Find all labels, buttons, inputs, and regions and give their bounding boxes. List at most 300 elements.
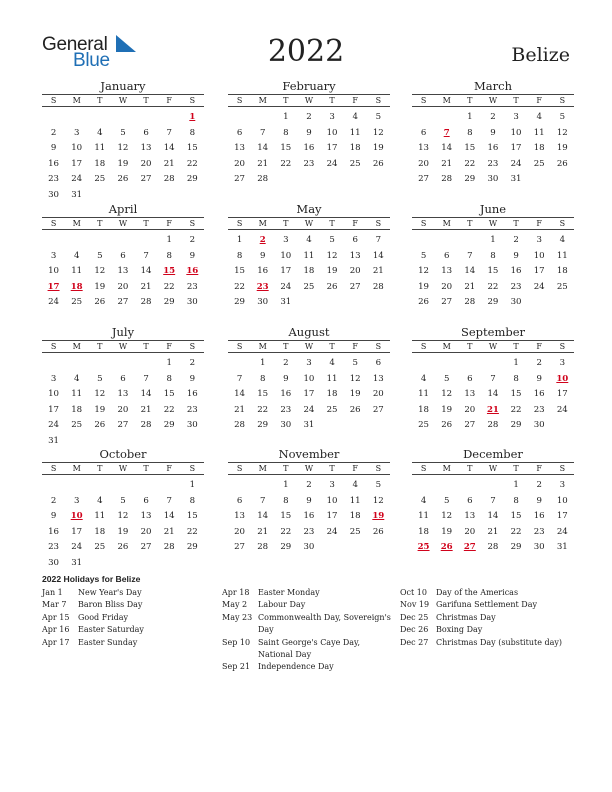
day-cell: 28 xyxy=(257,174,269,184)
day-cell: 27 xyxy=(464,420,476,430)
day-cell: 9 xyxy=(259,250,266,261)
holiday-entry xyxy=(42,587,212,599)
weekday-label: T xyxy=(329,96,335,105)
day-cell: 12 xyxy=(418,266,430,276)
day-cell: 23 xyxy=(48,542,60,552)
day-cell xyxy=(135,478,158,494)
day-cell: 18 xyxy=(303,266,315,276)
day-cell: 2 xyxy=(490,112,496,122)
weekday-label: S xyxy=(420,96,427,105)
week-row xyxy=(412,403,574,419)
day-cell: 18 xyxy=(418,404,430,415)
day-cell: 25 xyxy=(418,420,430,430)
holiday-name: Garifuna Settlement Day xyxy=(436,600,537,610)
week-row xyxy=(228,280,390,296)
day-cell: 13 xyxy=(117,266,129,276)
day-cell xyxy=(181,188,204,204)
day-cell: 10 xyxy=(71,143,83,153)
day-cell: 12 xyxy=(441,511,453,521)
holiday-day: 27 xyxy=(463,542,476,552)
holiday-column xyxy=(400,587,575,649)
day-cell: 16 xyxy=(186,389,198,399)
weekday-label: T xyxy=(143,219,149,228)
day-cell: 24 xyxy=(71,542,83,552)
month-june xyxy=(412,202,574,311)
day-cell: 24 xyxy=(280,281,292,292)
day-cell: 10 xyxy=(556,495,568,506)
day-cell: 6 xyxy=(120,250,126,261)
day-cell: 22 xyxy=(186,526,198,537)
weekday-label: T xyxy=(143,96,149,105)
day-cell: 9 xyxy=(306,495,312,506)
day-cell: 29 xyxy=(163,297,175,307)
day-cell: 21 xyxy=(163,158,175,169)
day-cell: 8 xyxy=(189,495,196,506)
day-cell: 20 xyxy=(140,526,152,537)
weekday-label: S xyxy=(50,464,57,473)
day-cell: 18 xyxy=(71,404,83,415)
day-cell: 18 xyxy=(326,389,338,399)
day-cell xyxy=(42,233,65,249)
weekday-label: T xyxy=(283,464,289,473)
week-row xyxy=(412,418,574,434)
day-cell: 24 xyxy=(48,297,60,307)
day-cell: 5 xyxy=(120,495,126,506)
week-row xyxy=(42,249,204,265)
day-cell: 28 xyxy=(163,174,175,184)
day-cell: 8 xyxy=(513,495,519,506)
day-cell: 1 xyxy=(166,235,172,245)
day-cell: 5 xyxy=(375,112,382,122)
day-cell xyxy=(458,478,481,494)
weekday-label: T xyxy=(97,464,103,473)
day-cell xyxy=(228,478,251,494)
day-cell: 3 xyxy=(73,495,80,506)
holiday-entry xyxy=(400,637,575,649)
weekday-label: F xyxy=(166,219,172,228)
day-cell: 12 xyxy=(556,127,568,138)
week-row xyxy=(228,525,390,541)
day-cell: 18 xyxy=(349,143,361,153)
day-cell: 21 xyxy=(163,526,175,537)
day-cell: 29 xyxy=(510,420,522,430)
day-cell: 4 xyxy=(306,235,312,245)
day-cell: 10 xyxy=(280,250,292,261)
week-row xyxy=(228,172,390,188)
day-cell: 20 xyxy=(234,526,246,537)
day-cell: 2 xyxy=(513,235,519,245)
weekday-label: T xyxy=(283,96,289,105)
month-name: September xyxy=(460,325,526,339)
weekday-label: S xyxy=(236,464,243,473)
day-cell: 6 xyxy=(375,358,382,368)
day-cell: 14 xyxy=(487,511,499,521)
weekday-label: S xyxy=(559,219,566,228)
day-cell: 8 xyxy=(166,250,172,261)
holiday-entry xyxy=(42,599,212,611)
month-name: January xyxy=(100,79,146,93)
week-row xyxy=(228,110,390,126)
weekday-label: S xyxy=(559,342,566,351)
day-cell: 17 xyxy=(280,266,292,276)
weekday-label: T xyxy=(143,464,149,473)
day-cell: 24 xyxy=(303,404,315,415)
day-cell: 10 xyxy=(326,127,338,138)
day-cell: 26 xyxy=(441,420,453,430)
day-cell: 6 xyxy=(467,373,473,384)
day-cell: 31 xyxy=(280,297,292,307)
day-cell: 5 xyxy=(375,480,382,490)
week-row xyxy=(412,372,574,388)
day-cell: 30 xyxy=(257,297,269,307)
weekday-label: W xyxy=(118,342,128,351)
day-cell: 30 xyxy=(303,542,315,552)
day-cell: 9 xyxy=(189,250,196,261)
day-cell: 5 xyxy=(329,235,335,245)
day-cell: 30 xyxy=(510,297,522,307)
day-cell: 26 xyxy=(326,281,338,292)
day-cell: 4 xyxy=(352,112,358,122)
weekday-label: F xyxy=(166,342,172,351)
weekday-header xyxy=(228,340,390,353)
day-cell: 3 xyxy=(329,112,335,122)
weekday-label: T xyxy=(513,96,519,105)
day-cell: 28 xyxy=(372,281,384,292)
holiday-name: Easter Monday xyxy=(258,588,320,597)
day-cell xyxy=(42,478,65,494)
day-cell: 3 xyxy=(536,235,542,245)
day-cell: 24 xyxy=(326,526,338,537)
holiday-day: 18 xyxy=(70,281,83,292)
day-cell: 30 xyxy=(533,420,545,430)
day-cell: 13 xyxy=(234,511,246,521)
day-cell: 9 xyxy=(306,127,312,138)
week-row xyxy=(42,478,204,494)
page-title-year: 2022 xyxy=(267,34,345,69)
week-row xyxy=(412,525,574,541)
weekday-header xyxy=(412,94,574,107)
weekday-label: M xyxy=(258,464,267,473)
day-cell: 10 xyxy=(510,127,522,138)
week-row xyxy=(228,372,390,388)
day-cell: 10 xyxy=(303,373,315,384)
week-row xyxy=(412,157,574,173)
holiday-date: Dec 27 xyxy=(400,637,429,647)
weekday-label: M xyxy=(72,342,81,351)
day-cell: 4 xyxy=(329,358,335,368)
day-cell: 11 xyxy=(533,127,545,138)
day-cell: 28 xyxy=(140,297,152,307)
day-cell: 18 xyxy=(556,266,568,276)
holiday-date: Dec 25 xyxy=(400,612,429,622)
day-cell: 24 xyxy=(510,158,522,169)
day-cell: 28 xyxy=(487,420,499,430)
day-cell: 31 xyxy=(303,420,315,430)
day-cell: 2 xyxy=(189,235,196,245)
week-row xyxy=(42,403,204,419)
day-cell xyxy=(135,110,158,126)
day-cell: 7 xyxy=(143,373,149,384)
day-cell: 14 xyxy=(163,511,175,521)
day-cell: 11 xyxy=(303,250,315,261)
day-cell: 23 xyxy=(533,526,545,537)
day-cell: 28 xyxy=(441,174,453,184)
day-cell: 16 xyxy=(487,143,499,153)
holiday-entry xyxy=(222,612,392,637)
holiday-day: 15 xyxy=(163,266,176,276)
day-cell: 12 xyxy=(326,250,338,261)
day-cell xyxy=(135,556,158,572)
weekday-label: M xyxy=(258,219,267,228)
day-cell: 29 xyxy=(163,420,175,430)
day-cell: 1 xyxy=(467,112,473,122)
day-cell: 27 xyxy=(372,404,384,415)
day-cell: 12 xyxy=(117,511,129,521)
weekday-label: F xyxy=(166,464,172,473)
day-cell: 7 xyxy=(166,127,172,138)
day-cell: 3 xyxy=(329,480,335,490)
weekday-label: F xyxy=(536,219,542,228)
day-cell: 17 xyxy=(71,158,83,169)
day-cell: 13 xyxy=(140,143,152,153)
week-row xyxy=(42,264,204,280)
day-cell: 19 xyxy=(556,143,568,153)
day-cell xyxy=(321,172,344,188)
day-cell: 6 xyxy=(443,250,450,261)
week-row xyxy=(42,509,204,525)
day-cell: 26 xyxy=(418,297,430,307)
day-cell: 18 xyxy=(418,526,430,537)
day-cell: 13 xyxy=(464,389,476,399)
day-cell: 7 xyxy=(236,373,243,384)
weekday-label: S xyxy=(559,464,566,473)
day-cell: 19 xyxy=(117,158,129,169)
day-cell xyxy=(344,540,367,556)
day-cell xyxy=(551,172,574,188)
week-row xyxy=(228,418,390,434)
day-cell: 13 xyxy=(418,143,430,153)
day-cell: 11 xyxy=(94,511,106,521)
weekday-label: W xyxy=(118,219,128,228)
weekday-label: T xyxy=(513,342,519,351)
day-cell: 2 xyxy=(50,127,57,138)
week-row xyxy=(42,280,204,296)
day-cell: 4 xyxy=(73,373,80,384)
weekday-header xyxy=(412,217,574,230)
day-cell xyxy=(551,295,574,311)
holiday-name: Labour Day xyxy=(258,600,306,610)
day-cell: 29 xyxy=(280,542,292,552)
logo-blue-text: Blue xyxy=(73,50,110,71)
day-cell: 1 xyxy=(166,358,172,368)
day-cell: 30 xyxy=(487,174,499,184)
week-row xyxy=(412,478,574,494)
day-cell: 29 xyxy=(510,542,522,552)
holiday-date: May 23 xyxy=(222,612,253,622)
weekday-header xyxy=(42,340,204,353)
week-row xyxy=(42,172,204,188)
weekday-label: S xyxy=(189,96,196,105)
day-cell: 4 xyxy=(559,235,566,245)
weekday-label: T xyxy=(283,342,289,351)
day-cell: 13 xyxy=(464,511,476,521)
weekday-label: S xyxy=(375,96,382,105)
day-cell: 9 xyxy=(536,373,542,384)
day-cell: 24 xyxy=(533,281,545,292)
holiday-name: Commonwealth Day, Sovereign's Day xyxy=(258,612,391,635)
day-cell xyxy=(135,188,158,204)
day-cell: 4 xyxy=(420,373,427,384)
day-cell: 4 xyxy=(73,250,80,261)
weekday-label: T xyxy=(143,342,149,351)
day-cell: 30 xyxy=(533,542,545,552)
day-cell: 14 xyxy=(140,389,152,399)
holiday-day: 21 xyxy=(486,404,499,415)
day-cell: 17 xyxy=(556,389,568,399)
weekday-label: M xyxy=(72,96,81,105)
week-row xyxy=(42,418,204,434)
day-cell: 12 xyxy=(349,373,361,384)
day-cell: 14 xyxy=(257,143,269,153)
month-name: October xyxy=(99,447,147,461)
day-cell: 7 xyxy=(259,495,266,506)
day-cell: 9 xyxy=(50,143,57,153)
day-cell xyxy=(88,356,111,372)
day-cell: 2 xyxy=(306,480,312,490)
weekday-label: M xyxy=(442,342,451,351)
week-row xyxy=(228,249,390,265)
weekday-label: S xyxy=(236,219,243,228)
weekday-label: W xyxy=(304,464,314,473)
weekday-label: F xyxy=(536,342,542,351)
holiday-name: Good Friday xyxy=(78,612,129,622)
day-cell: 22 xyxy=(163,404,175,415)
day-cell: 1 xyxy=(513,480,519,490)
weekday-label: S xyxy=(375,219,382,228)
weekday-label: W xyxy=(118,464,128,473)
holiday-date: Sep 21 xyxy=(222,662,251,672)
weekday-label: T xyxy=(467,219,473,228)
day-cell xyxy=(435,356,458,372)
day-cell: 5 xyxy=(97,373,103,384)
day-cell xyxy=(158,188,181,204)
holiday-name: Easter Sunday xyxy=(78,637,138,647)
day-cell: 27 xyxy=(117,420,129,430)
day-cell xyxy=(88,478,111,494)
day-cell: 19 xyxy=(94,404,106,415)
holiday-name: Easter Saturday xyxy=(78,625,144,635)
day-cell xyxy=(65,233,88,249)
weekday-label: T xyxy=(97,342,103,351)
day-cell: 27 xyxy=(140,542,152,552)
day-cell: 20 xyxy=(441,281,453,292)
day-cell: 8 xyxy=(283,127,289,138)
day-cell: 17 xyxy=(556,511,568,521)
day-cell: 29 xyxy=(186,174,198,184)
month-name: December xyxy=(463,447,523,461)
day-cell xyxy=(551,418,574,434)
day-cell xyxy=(251,110,274,126)
day-cell: 4 xyxy=(536,112,542,122)
day-cell: 2 xyxy=(536,358,542,368)
weekday-label: F xyxy=(352,342,358,351)
holiday-day: 25 xyxy=(417,542,430,552)
day-cell: 25 xyxy=(349,158,361,169)
day-cell xyxy=(42,356,65,372)
month-august xyxy=(228,325,390,434)
month-name: May xyxy=(296,202,322,216)
day-cell: 20 xyxy=(234,158,246,169)
day-cell: 22 xyxy=(464,158,476,169)
day-cell: 14 xyxy=(487,389,499,399)
holiday-day: 16 xyxy=(186,266,199,276)
day-cell: 24 xyxy=(556,526,568,537)
day-cell: 26 xyxy=(349,404,361,415)
day-cell: 9 xyxy=(283,373,289,384)
holiday-date: Apr 15 xyxy=(42,612,70,622)
week-row xyxy=(228,126,390,142)
day-cell: 25 xyxy=(94,174,106,184)
day-cell xyxy=(367,418,390,434)
weekday-label: M xyxy=(72,219,81,228)
weekday-label: F xyxy=(352,219,358,228)
day-cell: 22 xyxy=(487,281,499,292)
month-november xyxy=(228,447,390,556)
holiday-entry xyxy=(42,624,212,636)
day-cell: 8 xyxy=(189,127,196,138)
day-cell: 11 xyxy=(349,495,361,506)
day-cell: 16 xyxy=(257,266,269,276)
day-cell: 20 xyxy=(418,158,430,169)
day-cell: 2 xyxy=(536,480,542,490)
holiday-day: 1 xyxy=(189,112,196,122)
day-cell: 6 xyxy=(143,127,149,138)
weekday-label: W xyxy=(118,96,128,105)
day-cell: 2 xyxy=(283,358,289,368)
holiday-name: Christmas Day xyxy=(436,612,496,622)
holiday-column xyxy=(222,587,392,674)
week-row xyxy=(412,295,574,311)
week-row xyxy=(412,280,574,296)
day-cell: 17 xyxy=(48,404,60,415)
day-cell: 5 xyxy=(420,250,427,261)
weekday-label: M xyxy=(72,464,81,473)
day-cell: 29 xyxy=(257,420,269,430)
weekday-header xyxy=(412,462,574,475)
week-row xyxy=(412,494,574,510)
holiday-entry xyxy=(222,599,392,611)
day-cell: 22 xyxy=(280,158,292,169)
weekday-label: T xyxy=(329,464,335,473)
week-row xyxy=(412,387,574,403)
day-cell: 28 xyxy=(257,542,269,552)
week-row xyxy=(228,478,390,494)
day-cell: 14 xyxy=(441,143,453,153)
day-cell: 15 xyxy=(280,511,292,521)
day-cell xyxy=(111,110,134,126)
day-cell: 30 xyxy=(48,557,60,568)
day-cell: 15 xyxy=(487,266,499,276)
weekday-label: T xyxy=(329,342,335,351)
day-cell: 6 xyxy=(420,127,427,138)
day-cell: 22 xyxy=(257,404,269,415)
day-cell: 17 xyxy=(71,526,83,537)
day-cell xyxy=(228,356,251,372)
logo-general-text: General xyxy=(42,34,108,55)
day-cell: 25 xyxy=(94,542,106,552)
day-cell: 23 xyxy=(303,158,315,169)
weekday-label: W xyxy=(488,464,498,473)
